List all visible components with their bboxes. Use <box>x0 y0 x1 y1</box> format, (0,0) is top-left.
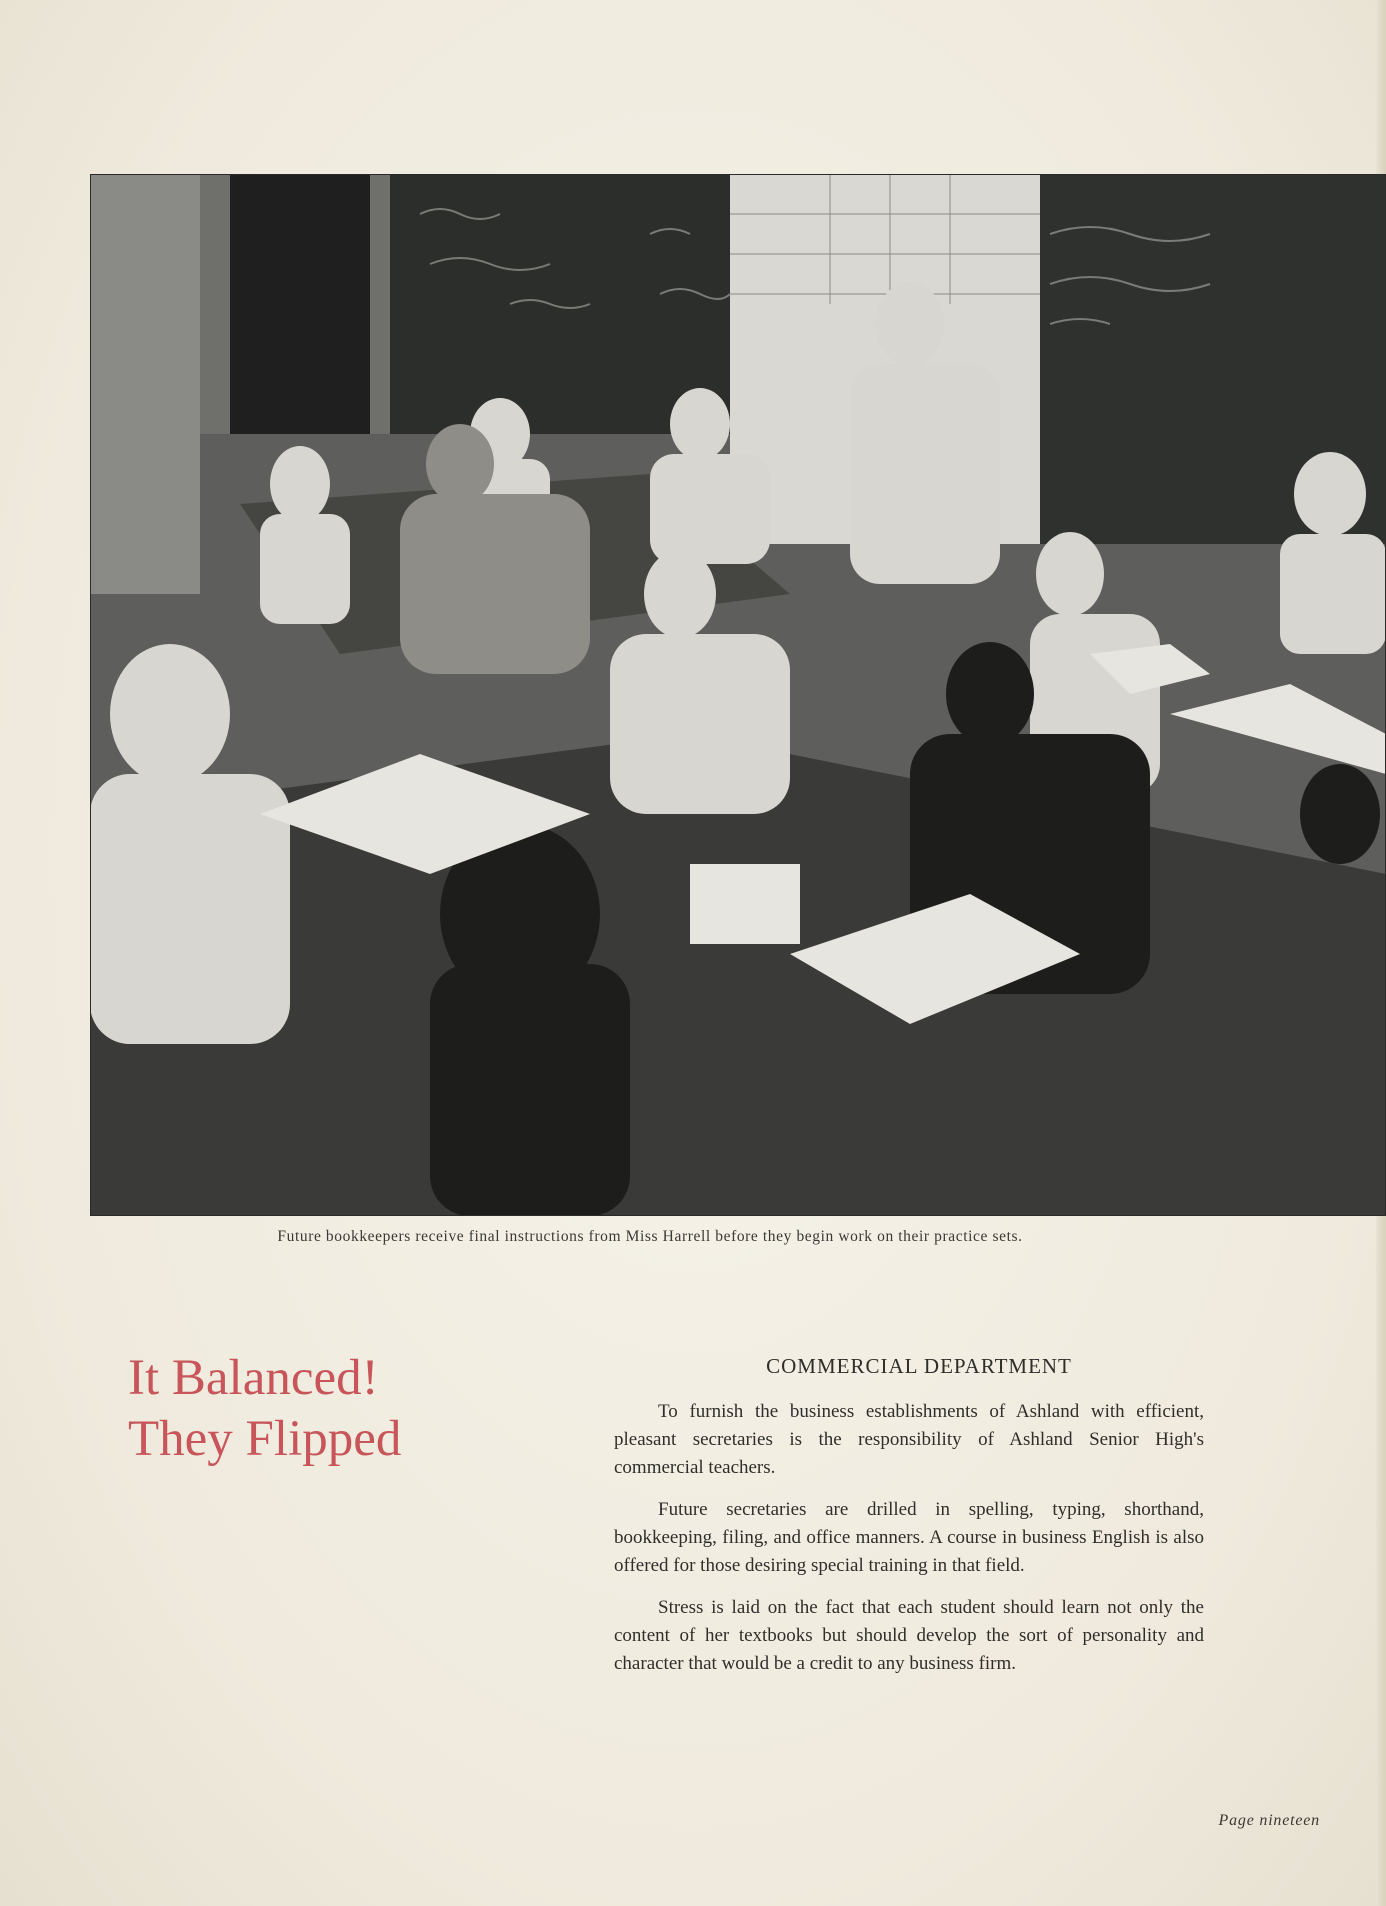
article <box>614 1352 1204 1692</box>
page-number: Page nineteen <box>1218 1812 1320 1829</box>
headline-line-1: It Balanced! <box>128 1350 379 1406</box>
classroom-photo <box>90 174 1386 1216</box>
headline <box>128 1348 548 1470</box>
photo-caption: Future bookkeepers receive final instructions from Miss Harrell before they begin work on their practice sets. <box>277 1228 1023 1245</box>
classroom-photo-icon <box>90 174 1386 1216</box>
article-paragraph: To furnish the business establishments of Ashland with efficient, pleasant secretaries is the responsibility of Ashland Senior High's commercial teachers. <box>614 1401 1204 1478</box>
article-paragraph: Stress is laid on the fact that each student should learn not only the content of her textbooks but should develop the sort of personality and character that would be a credit to any business firm. <box>614 1597 1204 1674</box>
department-title: COMMERCIAL DEPARTMENT <box>766 1354 1072 1378</box>
article-paragraph: Future secretaries are drilled in spelling, typing, shorthand, bookkeeping, filing, and office manners. A course in business English is also offered for those desiring special training in that field. <box>614 1499 1204 1576</box>
headline-line-2: They Flipped <box>128 1411 402 1467</box>
